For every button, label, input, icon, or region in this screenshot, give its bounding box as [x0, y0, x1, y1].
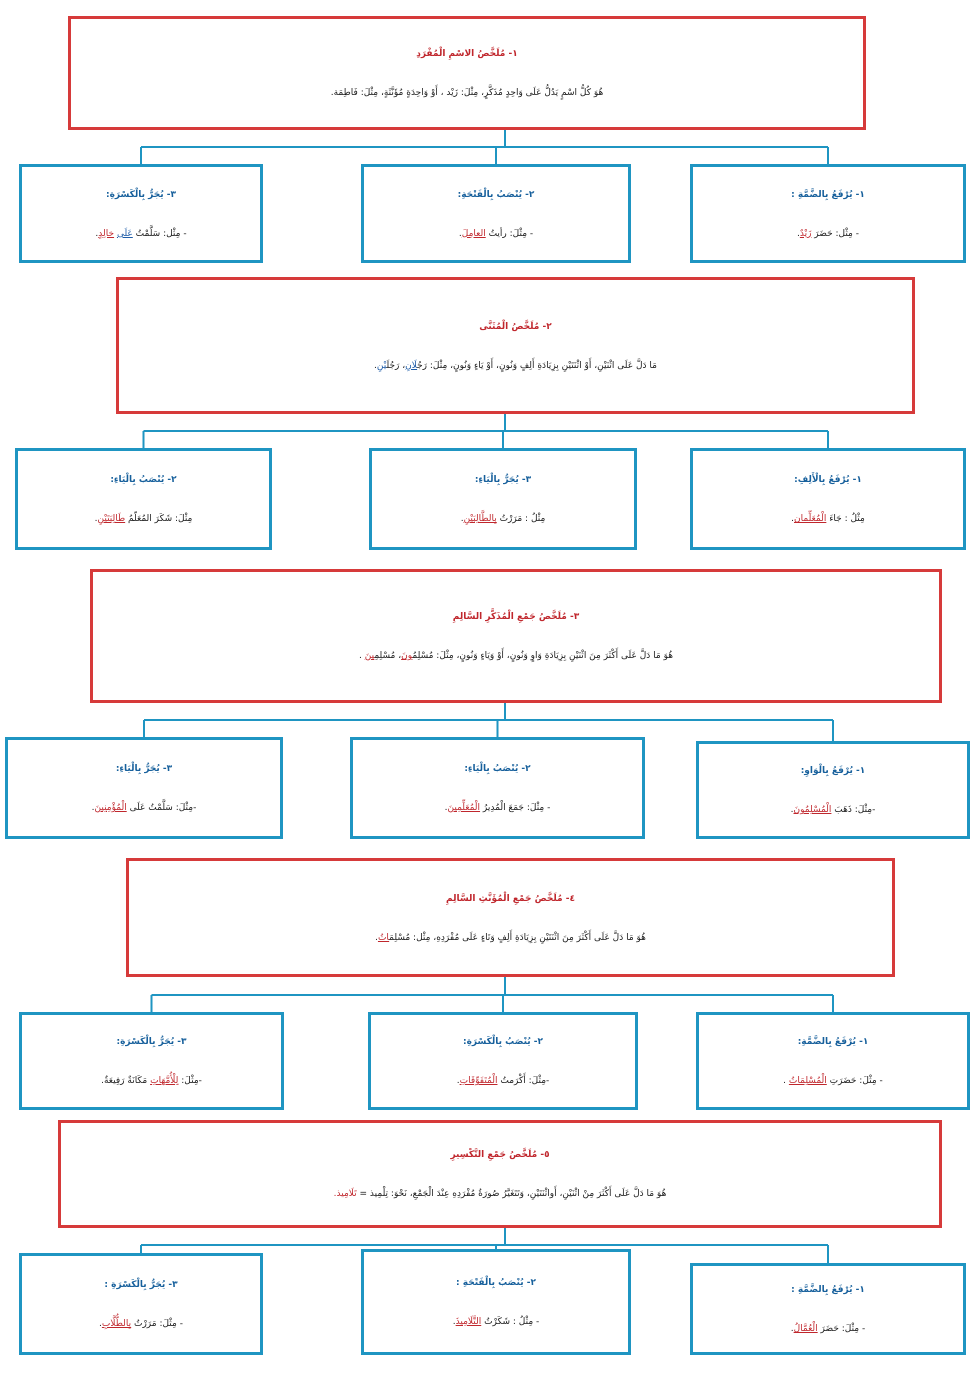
section-2-case-1-box: [690, 448, 966, 550]
case-title: ٢- يُنْصَبُ بِالْفَتْحَةِ:: [457, 189, 535, 200]
highlighted-word: طَالِبَتَيْنِ: [97, 514, 126, 524]
section-5-case-1-box: [690, 1263, 966, 1355]
text-run: .: [460, 514, 464, 524]
case-example: [22, 222, 260, 246]
section-1-case-1-box: [690, 164, 966, 263]
text-run: .: [452, 1317, 456, 1327]
case-example: [372, 507, 634, 531]
highlighted-word: التَّلَامِيذَ: [455, 1317, 482, 1327]
case-title: ٢- يُنْصَبُ بِالْيَاءِ:: [464, 764, 531, 774]
text-run: .: [456, 1076, 460, 1086]
text-run: .: [783, 1076, 789, 1086]
section-4-case-2-box: [368, 1012, 638, 1110]
text-run: - مِثْلَ: حَضَرَتِ: [826, 1076, 883, 1086]
highlighted-word: تَلَامِيذ.: [333, 1189, 357, 1199]
section-definition: [71, 79, 863, 107]
section-3-case-2-box: [350, 737, 645, 839]
text-run: .: [791, 514, 795, 524]
text-run: مِثْلُ : مَرَرْتُ: [496, 514, 546, 524]
highlighted-word: الْمُسْلِمُونَ: [793, 805, 832, 815]
case-example: [8, 796, 280, 820]
section-title: ٤- مُلَخَّصُ جَمْعِ الْمُؤَنَّثِ السَّالِمِ: [446, 893, 575, 904]
case-example: [364, 1310, 628, 1334]
highlighted-word: بِالطَّالِبَيْنِ: [463, 514, 497, 524]
highlighted-word: العامِلَ: [461, 228, 486, 239]
section-5-case-2-box: [361, 1249, 631, 1355]
section-3-box: [90, 569, 942, 703]
section-title: ٢- مُلَخَّصُ الْمُثَنَّى: [479, 321, 552, 332]
text-run: .: [374, 360, 377, 371]
text-run: هُوَ مَا دَلَّ عَلَى أَكْثَرَ مِنْ اثْنَيْنِ، أَواثْنَتَيْنِ، وَتَتَغَيَّرُ صُورَةُ مُفْرَدِهِ عِنْدَ الْجَمْعِ، نَحْوَ: تِلْمِيذ =: [356, 1189, 667, 1199]
text-run: هُوَ مَا دَلَّ عَلَى أَكْثَرَ مِنَ اثْنَيْنِ بِزِيَادَةِ وَاوٍ وَنُونٍ، أَوْ وَيَاءٍ وَنُونٍ، مِثْلَ: مُسْلِمُ: [412, 651, 673, 661]
section-definition: [93, 642, 939, 670]
case-title: ١- يُرْفَعُ بِالْأَلِفِ:: [794, 475, 862, 485]
text-run: - مِثْل: حَضَرَ: [811, 228, 859, 239]
highlighted-word: الْمُسْلِمَاتُ: [788, 1076, 827, 1086]
text-run: .: [91, 803, 95, 813]
case-example: [693, 222, 963, 246]
section-2-case-2-box: [369, 448, 637, 550]
case-example: [364, 222, 628, 246]
section-4-case-3-box: [19, 1012, 284, 1110]
case-title: ٣- يُجَرُّ بِالْيَاءِ:: [474, 475, 532, 485]
case-title: ٣- يُجَرُّ بِالْكَسْرَةِ :: [104, 1280, 178, 1290]
section-definition: [119, 352, 912, 380]
case-example: [371, 1069, 635, 1093]
section-3-case-3-box: [5, 737, 283, 839]
section-4-box: [126, 858, 895, 977]
section-2-box: [116, 277, 915, 414]
case-title: ٣- يُجَرُّ بِالْكَسْرَةِ:: [105, 189, 176, 200]
highlighted-word: الْمُعَلِّمِينَ: [447, 803, 481, 813]
section-2-case-3-box: [15, 448, 272, 550]
text-run: -مِثْلَ: أَكْرَمتُ: [497, 1076, 550, 1086]
text-run: .: [796, 228, 800, 239]
text-run: ، مُسْلِمِ: [374, 651, 402, 661]
text-run: - مِثْل: سَلَّمْتُ: [132, 228, 187, 239]
case-title: ١- يُرْفَعُ بِالضَّمَّةِ :: [791, 189, 865, 200]
case-example: [18, 507, 269, 531]
section-1-case-3-box: [19, 164, 263, 263]
section-title: ٣- مُلَخَّصُ جَمْعِ الْمُذَكَّرِ السَّالِمِ: [452, 612, 580, 622]
text-run: - مِثْلَ: مَرَرْتُ: [131, 1319, 183, 1329]
text-run: - مِثْلَ: رأيتُ: [485, 228, 534, 239]
highlighted-word: بِالطُّلَّابِ: [101, 1319, 132, 1329]
case-title: ١- يُرْفَعُ بِالضَّمَّةِ:: [797, 1037, 869, 1047]
section-1-box: [68, 16, 866, 130]
text-run: -مِثْلَ: ذَهَبَ: [831, 805, 876, 815]
section-definition: [61, 1180, 939, 1208]
text-run: .: [375, 932, 378, 943]
case-example: [693, 507, 963, 531]
case-title: ٣- يُجَرُّ بِالْيَاءِ:: [115, 764, 173, 774]
highlighted-word: الْمُتَفَوِّقَاتِ: [459, 1076, 498, 1086]
text-run: .: [359, 651, 365, 661]
case-example: [22, 1312, 260, 1336]
text-run: مَا دَلَّ عَلَى اثْنَيْنِ، أَوْ اثْنَتَيْنِ بِزِيَادَةِ أَلِفٍ وَنُونٍ، أَوْ يَاءٍ وَنُونٍ، مِثْلَ: رَجُ: [417, 360, 657, 371]
text-run: - مِثْلُ : شَكَرْتُ: [481, 1317, 540, 1327]
text-run: -مِثْلَ: سَلَّمْتُ عَلَى: [126, 803, 197, 813]
section-1-case-2-box: [361, 164, 631, 263]
case-title: ١- يُرْفَعُ بِالضَّمَّةِ :: [791, 1285, 865, 1295]
section-3-case-1-box: [696, 741, 970, 839]
section-4-case-1-box: [696, 1012, 970, 1110]
text-run: .: [458, 228, 462, 239]
text-run: .: [94, 514, 98, 524]
case-title: ١- يُرْفَعُ بِالْوَاوِ:: [800, 766, 866, 776]
text-run: - مِثْلَ: حَضَرَ: [817, 1324, 866, 1334]
text-run: .: [444, 803, 448, 813]
section-title: ١- مُلَخَّصُ الاسْمِ الْمُفْرَدِ: [416, 49, 518, 59]
highlighted-word: الْمُؤْمِنِينَ: [94, 803, 127, 813]
highlighted-word: ونَ: [401, 651, 413, 661]
highlighted-word: خالِدٍ: [98, 228, 115, 239]
highlighted-word: اتُ: [377, 932, 390, 943]
text-run: .: [790, 1324, 794, 1334]
section-5-case-3-box: [19, 1253, 263, 1355]
case-example: [353, 796, 642, 820]
highlighted-word: يْنِ: [376, 360, 387, 371]
text-run: - مِثْلَ: جَمَعَ الْمُدِيرُ: [480, 803, 551, 813]
highlighted-word: زَيْدٌ: [799, 228, 812, 239]
highlighted-word: عَلَى: [116, 228, 133, 239]
highlighted-word: الْعُمَّالُ: [793, 1324, 818, 1334]
text-run: -مِثْلَ:: [178, 1076, 202, 1086]
highlighted-word: ينَ: [364, 651, 375, 661]
text-run: هُوَ كُلُّ اسْمٍ يَدُلُّ عَلَى وَاحِدٍ مُذَكَّرٍ، مِثْلَ: زَيْد ، أَوْ وَاحِدَةٍ مُؤَنَّثَةٍ، مِثْلَ: فَاطِمَة.: [330, 88, 604, 98]
case-title: ٢- يُنْصَبُ بِالْفَتْحَةِ :: [456, 1278, 536, 1288]
text-run: هُوَ مَا دَلَّ عَلَى أَكْثَرَ مِنَ اثْنَتَيْنِ بِزِيَادَةِ أَلِفٍ وَتَاءٍ عَلَى مُفْرَدِهِ، مِثْل: مُسْلِمَ: [389, 932, 646, 943]
text-run: مِثْلَ: شَكَرَ المُعَلّمُ: [125, 514, 193, 524]
highlighted-word: لَانِ: [405, 360, 418, 371]
section-title: ٥- مُلَخَّصُ جَمْعِ التَّكْسِيرِ: [450, 1150, 550, 1160]
case-example: [699, 798, 967, 822]
text-run: .: [95, 228, 99, 239]
text-run: ، رَجُلَ: [386, 360, 406, 371]
text-run: مِثْلُ : جَاءَ: [826, 514, 865, 524]
case-example: [22, 1069, 281, 1093]
text-run: .: [790, 805, 794, 815]
highlighted-word: الْمُعَلِّمان: [794, 514, 827, 524]
case-title: ٣- يُجَرُّ بِالْكَسْرَةِ:: [116, 1037, 187, 1047]
text-run: .: [99, 1319, 102, 1329]
case-example: [693, 1317, 963, 1341]
highlighted-word: لِلْأُمَّهَاتِ: [150, 1076, 179, 1086]
case-title: ٢- يُنْصَبُ بِالْكَسْرَةِ:: [463, 1037, 543, 1047]
case-title: ٢- يُنْصَبُ بِالْيَاءِ:: [110, 475, 177, 485]
section-5-box: [58, 1120, 942, 1228]
text-run: مَكَانَةٌ رَفِيعَةٌ.: [101, 1076, 151, 1086]
section-definition: [129, 924, 892, 952]
case-example: [699, 1069, 967, 1093]
